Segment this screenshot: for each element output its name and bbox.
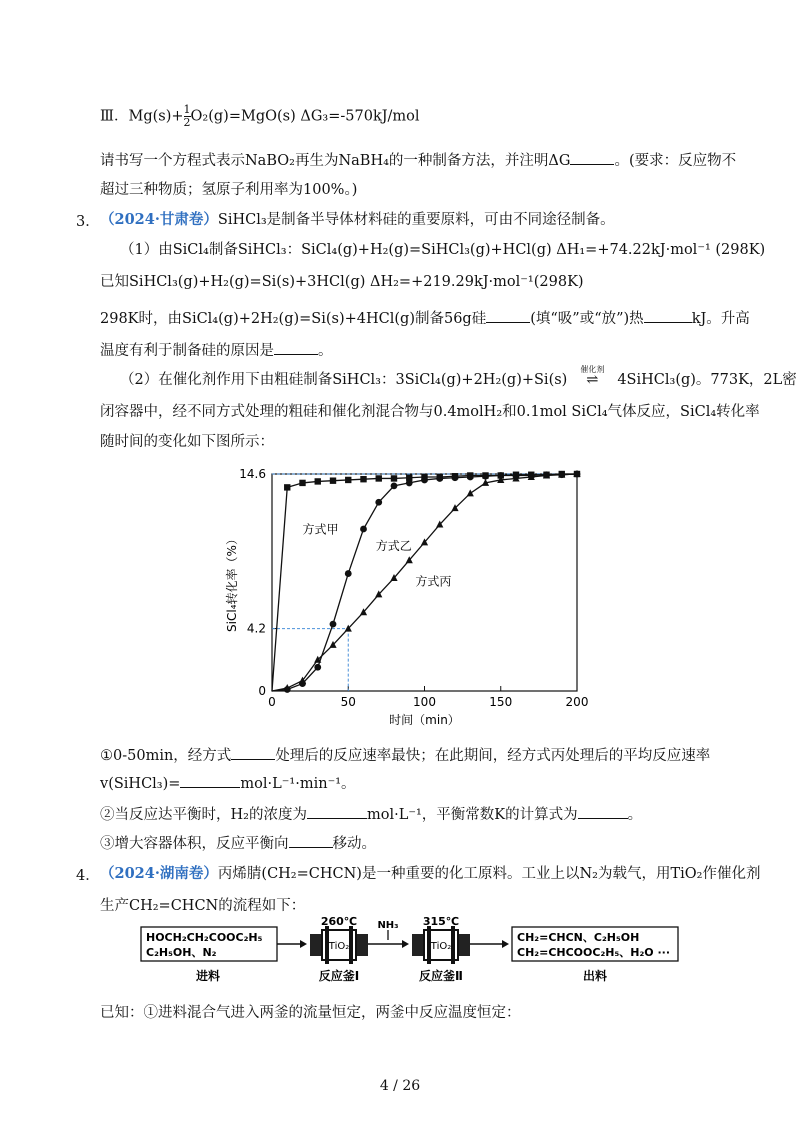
- q4-intro: （2024·湖南卷）丙烯腈(CH₂=CHCN)是一种重要的化工原料。工业上以N₂为载气，用TiO₂作催化剂: [100, 865, 761, 882]
- q3-s2: v(SiHCl₃)= mol·L⁻¹·min⁻¹。: [100, 773, 356, 794]
- data-point: [345, 570, 352, 577]
- data-point: [360, 476, 366, 482]
- data-point: [482, 473, 489, 480]
- answer-blank[interactable]: [231, 745, 275, 760]
- output-label: 出料: [582, 969, 608, 983]
- data-point: [330, 621, 337, 628]
- process-flow-diagram: [140, 915, 680, 992]
- series-label: 方式乙: [375, 538, 412, 553]
- series-label: 方式甲: [302, 522, 339, 537]
- arrow-mid-head: [402, 940, 409, 948]
- feed-line2: C₂H₅OH、N₂: [146, 946, 217, 959]
- reactor-2: [412, 926, 470, 964]
- output-line2: CH₂=CHCOOC₂H₅、H₂O ···: [517, 946, 671, 959]
- reactor-1-label: 反应釜Ⅰ: [318, 969, 360, 983]
- equation-III: Ⅲ．Mg(s)+ $\frac{1}{2}$ O₂(g)=MgO(s) ΔG₃=-570kJ/mol: [100, 103, 420, 129]
- x-tick-label: 50: [340, 695, 356, 709]
- q3-p1: （1）由SiCl₄制备SiHCl₃：SiCl₄(g)+H₂(g)=SiHCl₃(g)+HCl(g) ΔH₁=+74.22kJ·mol⁻¹ (298K): [120, 242, 766, 258]
- y-tick-label: 0: [258, 684, 266, 698]
- data-point: [284, 484, 290, 490]
- catalyst-label: TiO₂: [328, 941, 350, 952]
- y-axis-label: SiCl₄转化率（%）: [225, 533, 239, 632]
- reactor-1: [310, 926, 368, 964]
- q4-known: 已知：①进料混合气进入两釜的流量恒定，两釜中反应温度恒定：: [100, 1005, 521, 1021]
- answer-blank[interactable]: [307, 804, 367, 819]
- source-tag: （2024·湖南卷）: [100, 865, 218, 882]
- catalyst-label: TiO₂: [430, 941, 452, 952]
- output-line1: CH₂=CHCN、C₂H₅OH: [517, 931, 640, 944]
- data-point: [315, 478, 321, 484]
- feed-line1: HOCH₂CH₂COOC₂H₅: [146, 931, 263, 944]
- q3-p4: 温度有利于制备硅的原因是 。: [100, 340, 333, 361]
- q3-p2: 已知SiHCl₃(g)+H₂(g)=Si(s)+3HCl(g) ΔH₂=+219.29kJ·mol⁻¹(298K): [100, 274, 584, 290]
- x-axis-label: 时间（min）: [389, 713, 460, 727]
- answer-blank[interactable]: [274, 340, 318, 355]
- answer-blank[interactable]: [578, 804, 628, 819]
- q3-p6: 闭容器中，经不同方式处理的粗硅和催化剂混合物与0.4molH₂和0.1mol SiCl₄气体反应，SiCl₄转化率: [100, 404, 760, 420]
- x-tick-label: 200: [565, 695, 589, 709]
- temp-label: 315℃: [422, 915, 460, 928]
- y-tick-label: 4.2: [246, 621, 266, 636]
- data-point: [391, 482, 398, 489]
- answer-blank[interactable]: [570, 150, 614, 165]
- q3-p5: （2）在催化剂作用下由粗硅制备SiHCl₃：3SiCl₄(g)+2H₂(g)+Si(s) 催化剂 ⇌ 4SiHCl₃(g)。773K，2L密: [120, 365, 797, 388]
- data-point: [375, 499, 382, 506]
- question-number: 4．: [76, 868, 100, 884]
- data-point: [421, 477, 428, 484]
- q3-p7: 随时间的变化如下图所示：: [100, 434, 274, 450]
- series-labels: [303, 521, 452, 588]
- tick-labels: [239, 467, 588, 709]
- data-point: [376, 475, 382, 481]
- data-point: [467, 474, 474, 481]
- answer-blank[interactable]: [486, 308, 530, 323]
- page-number: 4 / 26: [379, 1078, 421, 1094]
- data-point: [436, 475, 443, 482]
- arrow-feed-head: [300, 940, 307, 948]
- data-point: [330, 477, 336, 483]
- q3-s3: ②当反应达平衡时，H₂的浓度为 mol·L⁻¹，平衡常数K的计算式为 。: [100, 804, 642, 825]
- question-nabo2-line2: 超过三种物质；氢原子利用率为100%。): [100, 182, 358, 198]
- temp-label: 260℃: [320, 915, 358, 928]
- data-point: [391, 475, 397, 481]
- feed-label: 进料: [195, 969, 221, 983]
- y-tick-label: 14.6: [239, 467, 266, 481]
- x-tick-label: 0: [268, 695, 276, 709]
- answer-blank[interactable]: [644, 308, 692, 323]
- q4-intro-2: 生产CH₂=CHCN的流程如下：: [100, 898, 306, 914]
- conversion-chart: [215, 462, 605, 740]
- arrow-out-head: [502, 940, 509, 948]
- q3-s4: ③增大容器体积，反应平衡向 移动。: [100, 833, 376, 854]
- data-point: [360, 526, 367, 533]
- q3-intro: （2024·甘肃卷）SiHCl₃是制备半导体材料硅的重要原料，可由不同途径制备。: [100, 211, 615, 228]
- data-point: [452, 474, 459, 481]
- x-tick-label: 150: [489, 695, 513, 709]
- data-point: [467, 489, 474, 496]
- x-tick-label: 100: [413, 695, 436, 709]
- question-number: 3．: [76, 214, 100, 230]
- nh3-label: NH₃: [377, 920, 399, 931]
- data-point: [314, 664, 321, 671]
- data-point: [406, 480, 413, 487]
- q3-p3: 298K时，由SiCl₄(g)+2H₂(g)=Si(s)+4HCl(g)制备56g硅 (填“吸”或“放”)热 kJ。升高: [100, 308, 750, 329]
- source-tag: （2024·甘肃卷）: [100, 211, 218, 228]
- series-label: 方式丙: [415, 574, 452, 589]
- equilibrium-arrow: 催化剂 ⇌: [580, 365, 605, 388]
- data-point: [345, 477, 351, 483]
- q3-s1: ①0-50min，经方式 处理后的反应速率最快；在此期间，经方式丙处理后的平均反应速率: [100, 745, 710, 766]
- question-nabo2-line1: 请书写一个方程式表示NaBO₂再生为NaBH₄的一种制备方法，并注明ΔG 。(要求：反应物不: [100, 150, 736, 171]
- answer-blank[interactable]: [289, 833, 333, 848]
- fraction-one-half: $\frac{1}{2}$: [183, 103, 191, 129]
- reactor-2-label: 反应釜Ⅱ: [419, 969, 463, 983]
- data-point: [299, 480, 305, 486]
- answer-blank[interactable]: [180, 773, 240, 788]
